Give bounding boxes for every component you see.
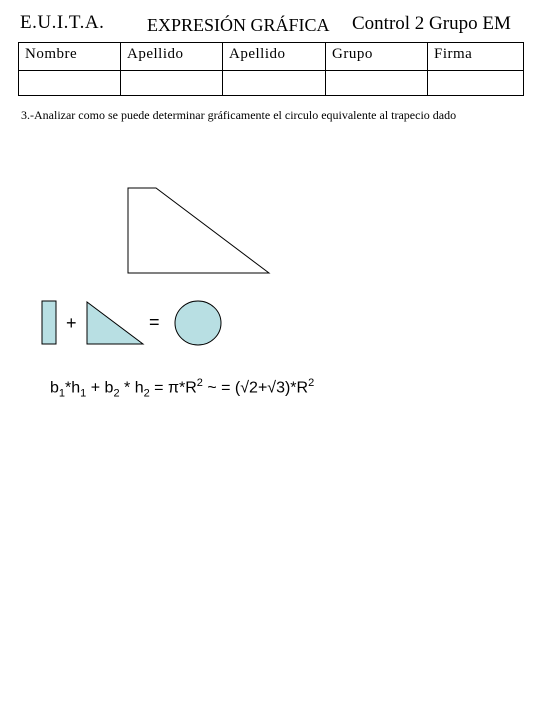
school-name: E.U.I.T.A. xyxy=(20,12,105,33)
area-formula xyxy=(50,377,314,400)
formula-h2: h xyxy=(134,379,144,397)
rectangle-shape xyxy=(42,301,56,344)
header-firma: Firma xyxy=(428,43,524,71)
formula-sub-2: 1 xyxy=(80,387,87,400)
formula-sub-1: 1 xyxy=(58,387,66,400)
triangle-shape xyxy=(87,302,143,344)
formula-plus: + xyxy=(86,379,105,397)
circle-shape xyxy=(175,301,221,345)
formula-sub-3: 2 xyxy=(113,387,120,400)
formula-sup-2: 2 xyxy=(308,377,315,389)
formula-sub-4: 2 xyxy=(143,387,150,400)
formula-equals-pi: = π*R xyxy=(149,379,197,397)
formula-approx: ~ = (√2+√3)*R xyxy=(202,379,309,397)
formula-b2: b xyxy=(104,379,114,397)
formula-sup-1: 2 xyxy=(196,377,203,389)
formula-b: b xyxy=(50,379,59,397)
header-grupo: Grupo xyxy=(326,43,428,71)
formula-h: h xyxy=(71,379,81,397)
formula-star-2: * xyxy=(119,379,135,397)
equals-sign: = xyxy=(149,312,160,332)
control-title: Control 2 Grupo EM xyxy=(352,13,511,34)
header-nombre: Nombre xyxy=(19,43,121,71)
header-apellido-1: Apellido xyxy=(121,43,223,71)
header-apellido-2: Apellido xyxy=(223,43,326,71)
question-text: 3.-Analizar como se puede determinar gráficamente el circulo equivalente al trapecio dado xyxy=(21,108,457,122)
trapezoid-shape xyxy=(128,188,269,273)
plus-sign: + xyxy=(66,313,77,333)
subject-title: EXPRESIÓN GRÁFICA xyxy=(147,15,330,35)
formula-star-1: * xyxy=(65,379,72,397)
